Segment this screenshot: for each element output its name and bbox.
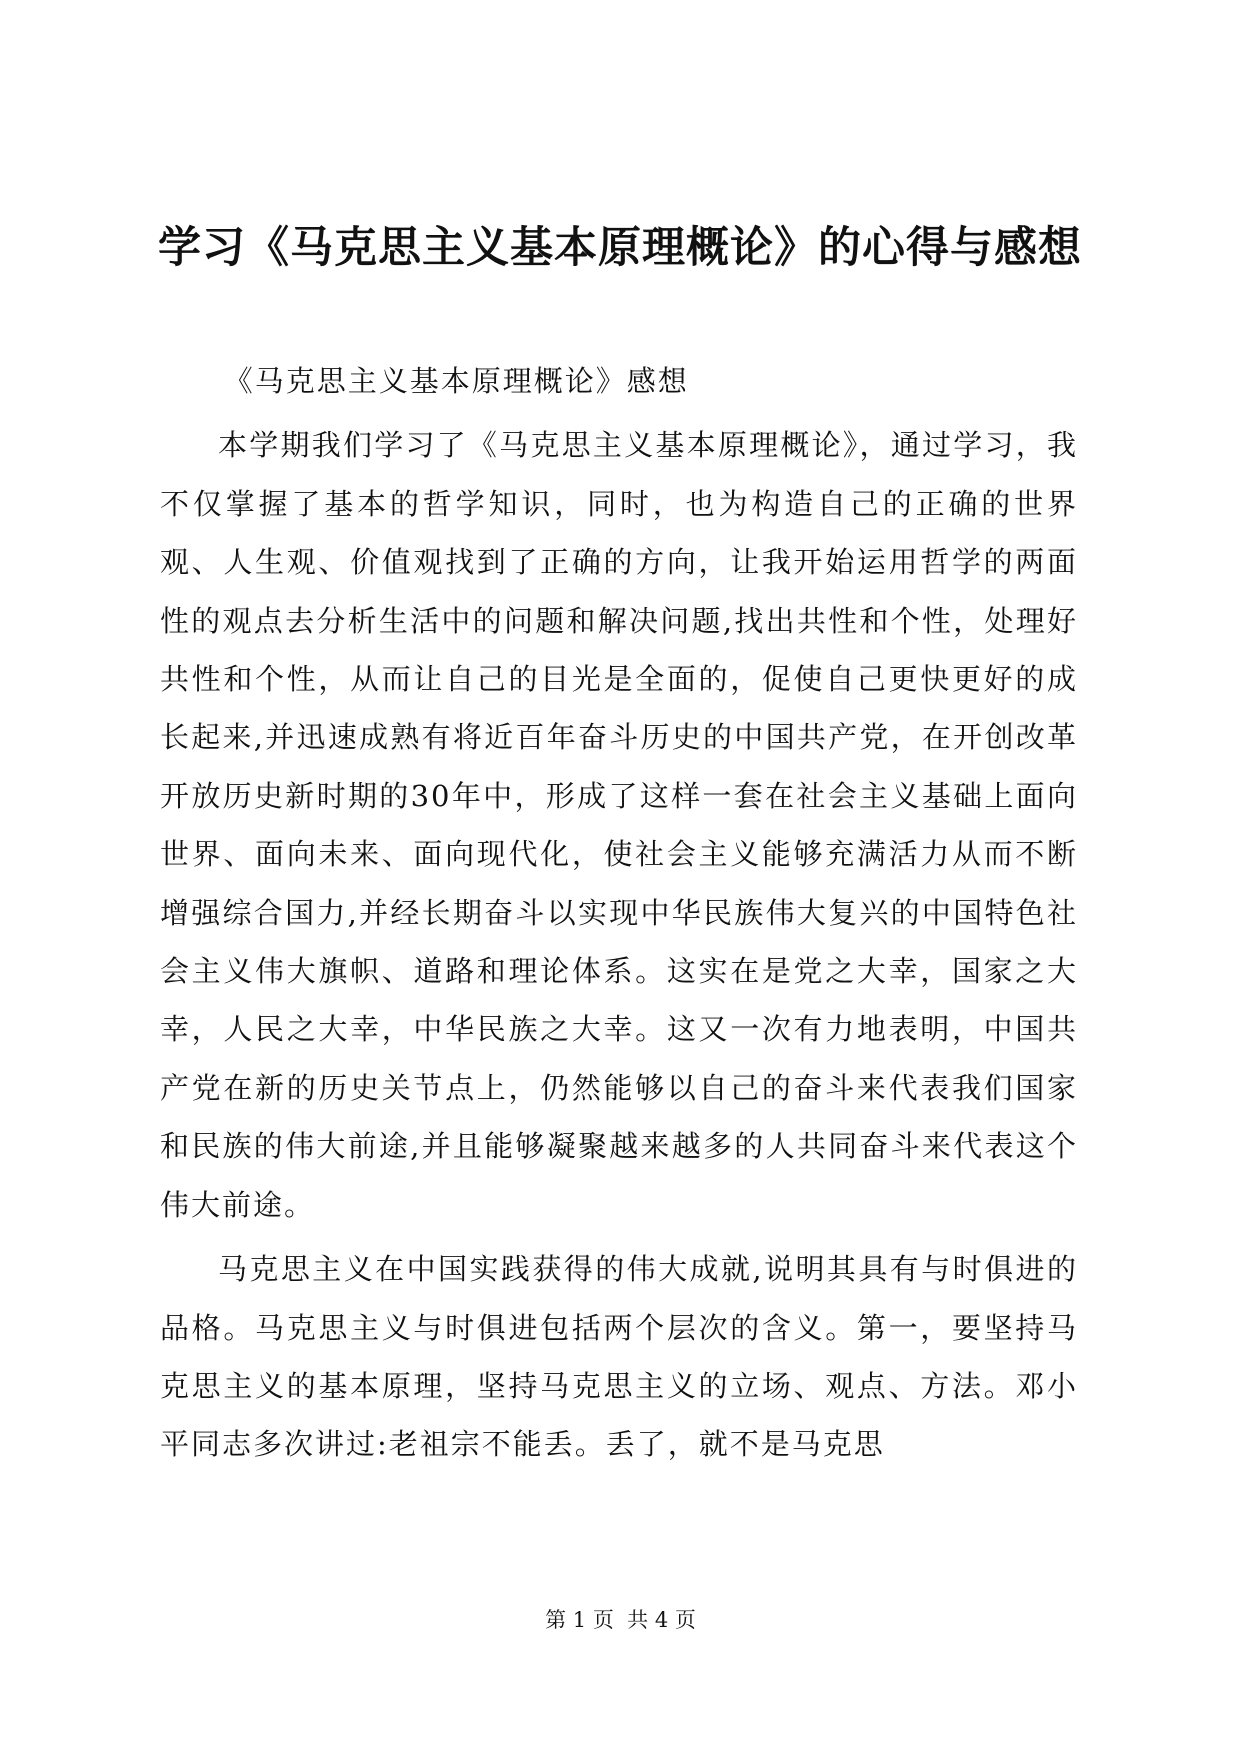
body-paragraph-1: 本学期我们学习了《马克思主义基本原理概论》，通过学习，我不仅掌握了基本的哲学知识，同时，也为构造自己的正确的世界观、人生观、价值观找到了正确的方向，让我开始运用哲学的两面性的观点去分析生活中的问题和解决问题,找出共性和个性，处理好共性和个性，从而让自己的目光是全面的，促使自己更快更好的成长起来,并迅速成熟有将近百年奋斗历史的中国共产党，在开创改革开放历史新时期的30年中，形成了这样一套在社会主义基础上面向世界、面向未来、面向现代化，使社会主义能够充满活力从而不断增强综合国力,并经长期奋斗以实现中华民族伟大复兴的中国特色社会主义伟大旗帜、道路和理论体系。这实在是党之大幸，国家之大幸，人民之大幸，中华民族之大幸。这又一次有力地表明，中国共产党在新的历史关节点上，仍然能够以自己的奋斗来代表我们国家和民族的伟大前途,并且能够凝聚越来越多的人共同奋斗来代表这个伟大前途。 <box>160 428 1078 1222</box>
body-paragraph-2: 马克思主义在中国实践获得的伟大成就,说明其具有与时俱进的品格。马克思主义与时俱进包括两个层次的含义。第一，要坚持马克思主义的基本原理，坚持马克思主义的立场、观点、方法。邓小平同志多次讲过:老祖宗不能丢。丢了，就不是马克思 <box>160 1252 1078 1462</box>
document-body <box>160 352 1078 1474</box>
page-footer <box>0 1605 1241 1635</box>
page-number-label: 第 1 页 共 4 页 <box>545 1608 696 1632</box>
document-title: 学习《马克思主义基本原理概论》的心得与感想 <box>158 223 1082 273</box>
document-subtitle: 《马克思主义基本原理概论》感想 <box>223 364 689 398</box>
